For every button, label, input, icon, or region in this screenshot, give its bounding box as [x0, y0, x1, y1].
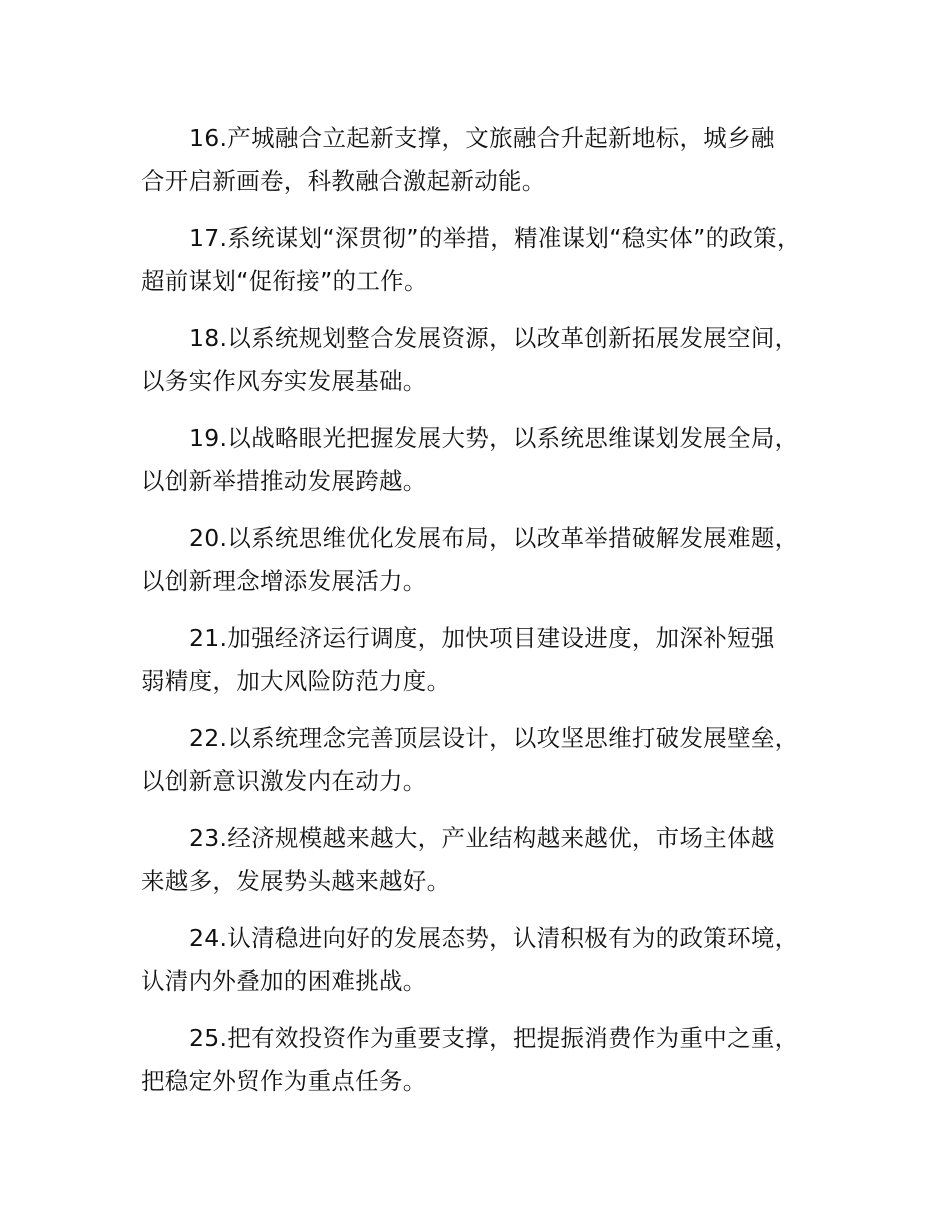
paragraph-25: 25.把有效投资作为重要支撑，把提振消费作为重中之重， 把稳定外贸作为重点任务。: [141, 1024, 799, 1095]
paragraph-24: 24.认清稳进向好的发展态势，认清积极有为的政策环境， 认清内外叠加的困难挑战。: [141, 924, 799, 995]
paragraph-23: 23.经济规模越来越大，产业结构越来越优，市场主体越 来越多，发展势头越来越好。: [141, 824, 775, 895]
paragraph-17: 17.系统谋划“深贯彻”的举措，精准谋划“稳实体”的政策， 超前谋划“促衔接”的工作。: [141, 224, 801, 295]
paragraph-18: 18.以系统规划整合发展资源，以改革创新拓展发展空间， 以务实作风夯实发展基础。: [141, 324, 799, 395]
document-body: [141, 117, 831, 1117]
paragraph-21: 21.加强经济运行调度，加快项目建设进度，加深补短强 弱精度，加大风险防范力度。: [141, 624, 775, 695]
paragraph-16: 16.产城融合立起新支撑，文旅融合升起新地标，城乡融 合开启新画卷，科教融合激起新动能。: [141, 124, 775, 195]
paragraph-22: 22.以系统理念完善顶层设计，以攻坚思维打破发展壁垒， 以创新意识激发内在动力。: [141, 724, 799, 795]
paragraph-20: 20.以系统思维优化发展布局，以改革举措破解发展难题， 以创新理念增添发展活力。: [141, 524, 799, 595]
paragraph-19: 19.以战略眼光把握发展大势，以系统思维谋划发展全局， 以创新举措推动发展跨越。: [141, 424, 799, 495]
